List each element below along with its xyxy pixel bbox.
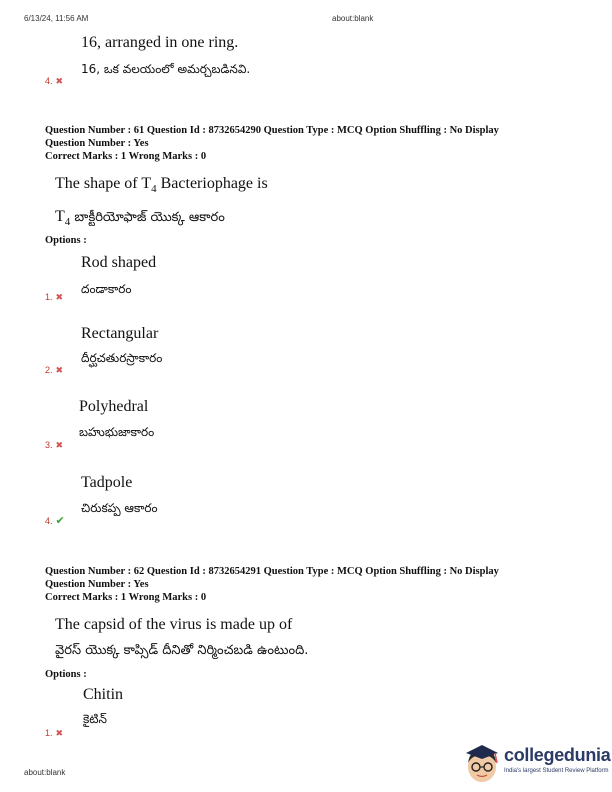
question-text-te: $T_4$ బాక్టీరియోఫాజ్ యొక్క ఆకారం: [55, 208, 225, 229]
logo-brand-text: collegedunia: [504, 745, 611, 765]
option-text-en: Chitin: [83, 686, 124, 703]
option-text-en: Polyhedral: [79, 398, 149, 415]
mascot-icon: [462, 743, 502, 785]
option-text-te: 16, ఒక వలయంలో అమర్చబడినవి.: [81, 62, 251, 76]
wrong-mark-icon: ✖: [55, 292, 64, 302]
question-meta-line2: Question Number : Yes: [45, 138, 149, 149]
option-text-en: Tadpole: [81, 474, 133, 491]
option-text-te: బహుభుజాకారం: [79, 425, 155, 439]
option-text-te: దండాకారం: [81, 282, 132, 296]
options-label: Options :: [45, 235, 87, 246]
question-meta-line2: Question Number : Yes: [45, 579, 149, 590]
print-timestamp: 6/13/24, 11:56 AM: [24, 14, 89, 23]
option-text-te: దీర్ఘచతురస్రాకారం: [81, 351, 163, 365]
print-url: about:blank: [332, 14, 374, 23]
print-header: [24, 14, 588, 26]
question-61-text: [45, 172, 582, 234]
option-text-en: Rod shaped: [81, 254, 157, 271]
option-number: 3. ✖: [45, 440, 64, 450]
option-number: 4. ✖: [45, 76, 64, 86]
question-meta-line3: Correct Marks : 1 Wrong Marks : 0: [45, 592, 207, 603]
question-61-meta: [45, 124, 582, 163]
wrong-mark-icon: ✖: [55, 440, 64, 450]
wrong-mark-icon: ✖: [55, 76, 64, 86]
question-text-te: వైరస్ యొక్క కాప్సిడ్ దీనితో నిర్మించబడి ఉంటుంది.: [55, 643, 309, 658]
option-number: 1. ✖: [45, 292, 64, 302]
option-text-te: కైటిన్: [83, 712, 107, 726]
print-footer-url: about:blank: [24, 768, 66, 777]
wrong-mark-icon: ✖: [55, 365, 64, 375]
question-meta-line3: Correct Marks : 1 Wrong Marks : 0: [45, 151, 207, 162]
option-text-en: 16, arranged in one ring.: [81, 34, 239, 51]
question-meta-line1: Question Number : 62 Question Id : 8732654291 Question Type : MCQ Option Shuffling : No Display: [45, 566, 499, 577]
question-text-en: The capsid of the virus is made up of: [55, 616, 293, 633]
question-text-en: The shape of $T_4$ Bacteriophage is: [55, 175, 268, 196]
option-number: 1. ✖: [45, 728, 64, 738]
question-62-meta: [45, 565, 582, 604]
options-label: Options :: [45, 669, 87, 680]
option-text-te: చిరుకప్ప ఆకారం: [81, 501, 158, 515]
wrong-mark-icon: ✖: [55, 728, 64, 738]
question-meta-line1: Question Number : 61 Question Id : 8732654290 Question Type : MCQ Option Shuffling : No Display: [45, 125, 499, 136]
option-text-en: Rectangular: [81, 325, 159, 342]
correct-mark-icon: ✔: [55, 515, 65, 527]
option-number: 4. ✔: [45, 515, 65, 527]
question-62-text: [45, 613, 582, 663]
collegedunia-logo: [462, 741, 612, 787]
logo-tagline: India's largest Student Review Platform: [504, 768, 609, 774]
option-number: 2. ✖: [45, 365, 64, 375]
